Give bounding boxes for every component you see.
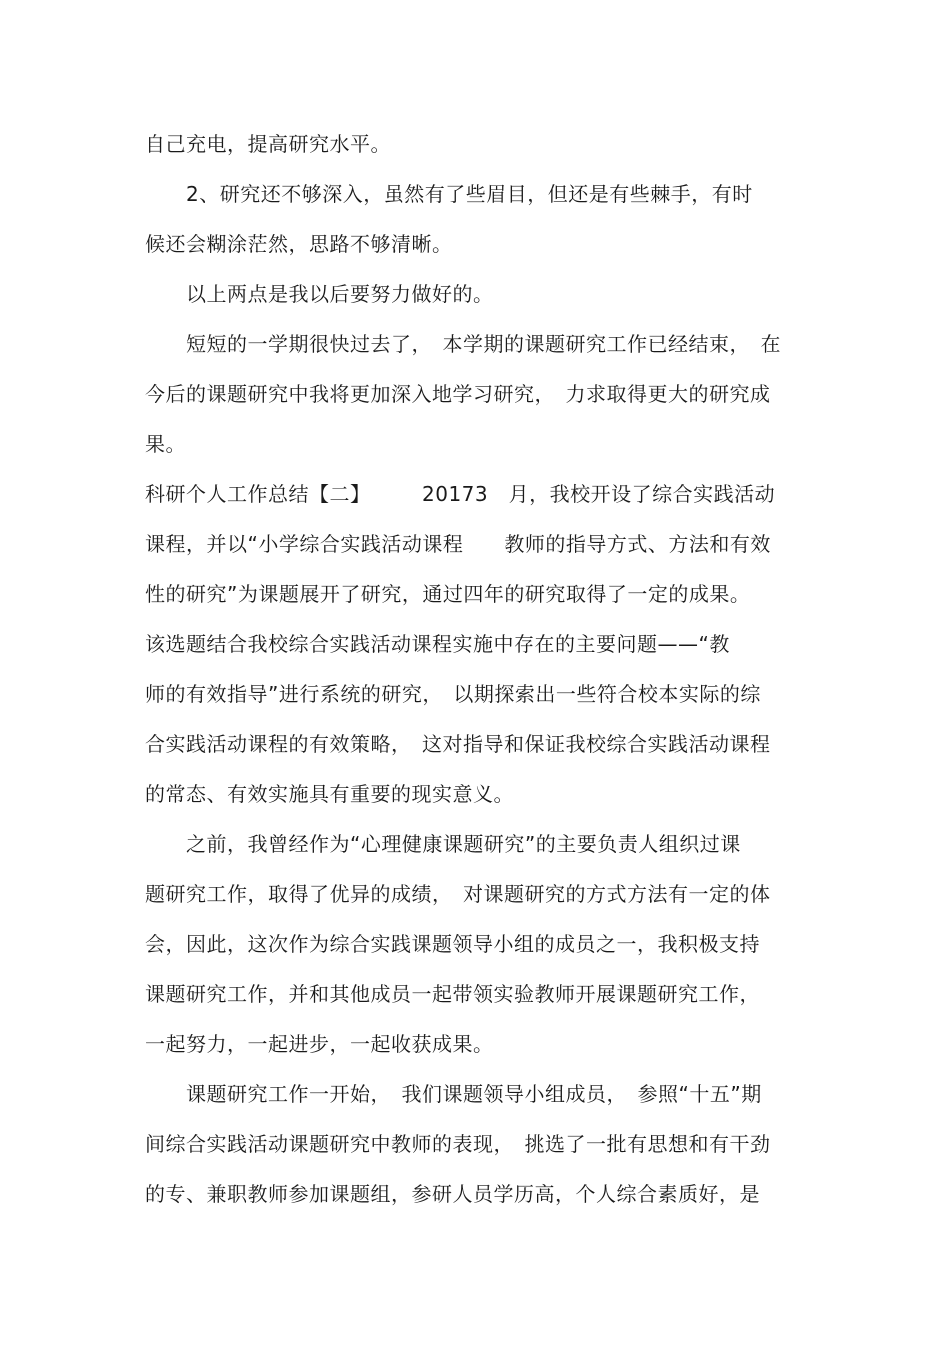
text-line-13: 合实践活动课程的有效策略， 这对指导和保证我校综合实践活动课程 bbox=[145, 732, 771, 756]
text-line-7: 果。 bbox=[145, 432, 186, 456]
text-line-8: 科研个人工作总结【二】 20173 月，我校开设了综合实践活动 bbox=[145, 482, 776, 506]
text-line-17: 会，因此，这次作为综合实践课题领导小组的成员之一，我积极支持 bbox=[145, 932, 760, 956]
text-line-11: 该选题结合我校综合实践活动课程实施中存在的主要问题——“教 bbox=[145, 632, 730, 656]
text-line-12: 师的有效指导”进行系统的研究， 以期探索出一些符合校本实际的综 bbox=[145, 682, 761, 706]
text-line-19: 一起努力，一起进步，一起收获成果。 bbox=[145, 1032, 494, 1056]
text-line-14: 的常态、有效实施具有重要的现实意义。 bbox=[145, 782, 514, 806]
text-line-2: 2、研究还不够深入，虽然有了些眉目，但还是有些棘手，有时 bbox=[145, 182, 753, 206]
text-line-18: 课题研究工作，并和其他成员一起带领实验教师开展课题研究工作， bbox=[145, 982, 760, 1006]
text-line-5: 短短的一学期很快过去了， 本学期的课题研究工作已经结束， 在 bbox=[145, 332, 781, 356]
text-line-22: 的专、兼职教师参加课题组，参研人员学历高，个人综合素质好，是 bbox=[145, 1182, 760, 1206]
text-line-4: 以上两点是我以后要努力做好的。 bbox=[145, 282, 494, 306]
text-line-16: 题研究工作，取得了优异的成绩， 对课题研究的方式方法有一定的体 bbox=[145, 882, 771, 906]
text-line-20: 课题研究工作一开始， 我们课题领导小组成员， 参照“十五”期 bbox=[145, 1082, 762, 1106]
text-line-3: 候还会糊涂茫然，思路不够清晰。 bbox=[145, 232, 453, 256]
text-line-21: 间综合实践活动课题研究中教师的表现， 挑选了一批有思想和有干劲 bbox=[145, 1132, 771, 1156]
text-line-15: 之前，我曾经作为“心理健康课题研究”的主要负责人组织过课 bbox=[145, 832, 741, 856]
text-line-9: 课程，并以“小学综合实践活动课程 教师的指导方式、方法和有效 bbox=[145, 532, 771, 556]
text-line-6: 今后的课题研究中我将更加深入地学习研究， 力求取得更大的研究成 bbox=[145, 382, 771, 406]
text-line-10: 性的研究”为课题展开了研究，通过四年的研究取得了一定的成果。 bbox=[145, 582, 751, 606]
text-line-1: 自己充电，提高研究水平。 bbox=[145, 132, 391, 156]
